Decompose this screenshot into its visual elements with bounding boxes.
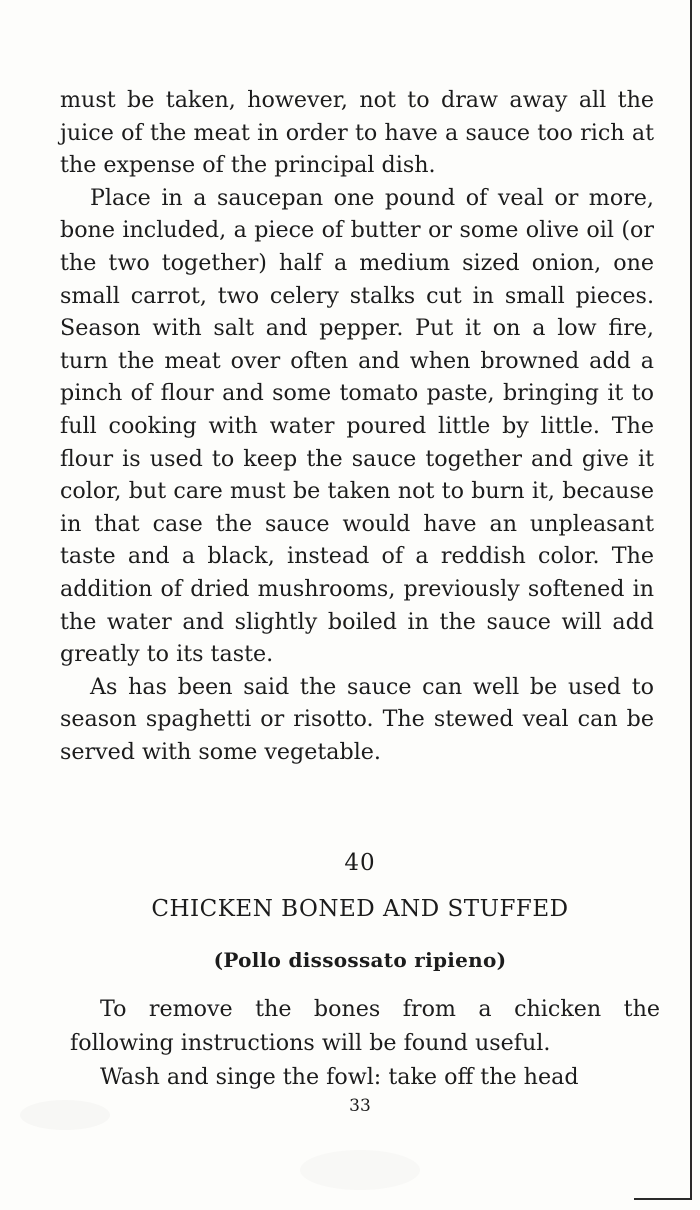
recipe-number: 40 xyxy=(344,850,376,876)
paragraph-veal-stew: Place in a saucepan one pound of veal or more, bone included, a piece of butter or some olive oil (or the two together) half a medium sized onion, one small carrot, two celery stalks cut in small pieces. Season with salt and pepper. Put it on a low fire, turn the meat over often and when browned add a pinch of flour and some tomato paste, bringing it to full cooking with water poured little by little. The flour is used to keep the sauce together and give it color, but care must be taken not to burn it, because in that case the sauce would have an unpleasant taste and a black, instead of a reddish color. The addition of dried mushrooms, previously softened in the water and slightly boiled in the sauce will add greatly to its taste. xyxy=(60,184,654,668)
page-edge-rule xyxy=(690,0,692,1198)
page-number: 33 xyxy=(349,1096,371,1116)
recipe-title: CHICKEN BONED AND STUFFED xyxy=(151,896,569,922)
paragraph-serving: As has been said the sauce can well be used to season spaghetti or risotto. The stewed veal can be served with some vegetable. xyxy=(60,673,654,765)
scan-speckle xyxy=(300,1150,420,1190)
paragraph-continued: must be taken, however, not to draw away all the juice of the meat in order to have a sauce too rich at the expense of the principal dish. xyxy=(60,87,654,179)
paragraph-step: Wash and singe the fowl: take off the head xyxy=(100,1064,579,1090)
recipe-body xyxy=(70,992,660,1094)
page-corner-rule xyxy=(634,1198,692,1200)
paragraph-intro: To remove the bones from a chicken the following instructions will be found useful. xyxy=(70,996,660,1056)
continuation-text xyxy=(60,84,654,768)
recipe-subtitle: (Pollo dissossato ripieno) xyxy=(213,948,507,972)
